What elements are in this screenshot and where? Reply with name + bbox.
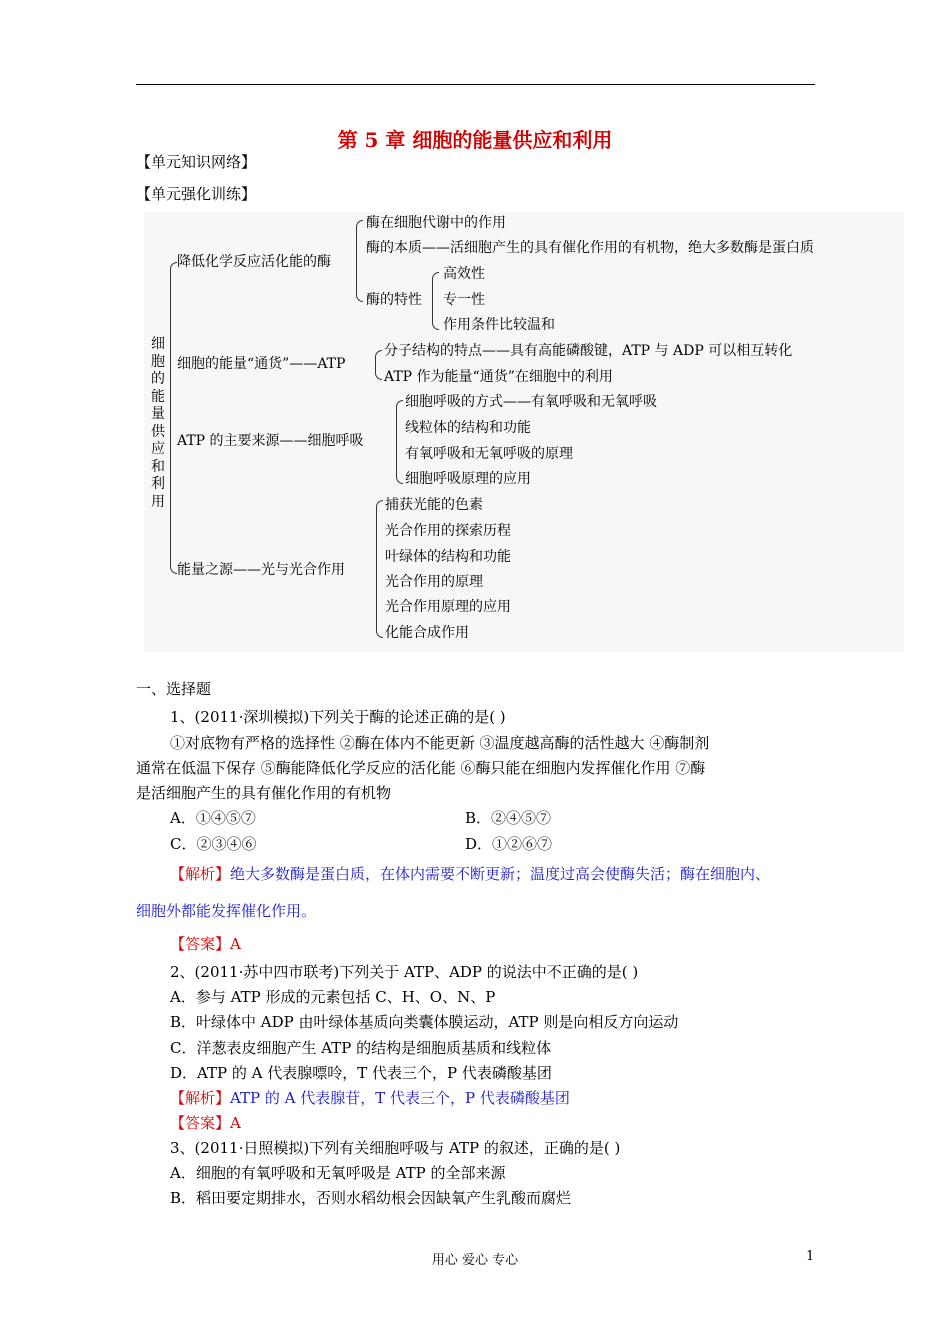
q1-option-a: A．①④⑤⑦ <box>170 809 256 827</box>
q1-option-c: C．②③④⑥ <box>170 835 257 853</box>
root-brace <box>170 262 177 574</box>
b3-item: 细胞呼吸原理的应用 <box>405 471 531 487</box>
analysis-text: ATP 的 A 代表腺苷，T 代表三个，P 代表磷酸基团 <box>230 1089 570 1107</box>
heading-knowledge-network: 【单元知识网络】 <box>136 153 257 171</box>
q2-option-a: A．参与 ATP 形成的元素包括 C、H、O、N、P <box>170 988 496 1006</box>
section-heading: 一、选择题 <box>136 680 212 698</box>
network-root: 细 胞 的 能 量 供 应 和 利 用 <box>151 336 165 510</box>
b1-sub-label: 酶的特性 <box>366 292 422 308</box>
q2-option-b: B．叶绿体中 ADP 由叶绿体基质向类囊体膜运动，ATP 则是向相反方向运动 <box>170 1013 679 1031</box>
page-footer: 用心 爱心 专心 <box>431 1253 519 1268</box>
q3-stem: 3、(2011·日照模拟)下列有关细胞呼吸与 ATP 的叙述，正确的是( ) <box>170 1139 621 1157</box>
q1-text: ①对底物有严格的选择性 ②酶在体内不能更新 ③温度越高酶的活性越大 ④酶制剂 <box>170 734 710 752</box>
q1-analysis-cont: 细胞外都能发挥催化作用。 <box>136 902 317 920</box>
b3-label: ATP 的主要来源——细胞呼吸 <box>177 433 364 449</box>
b1-sub-item: 高效性 <box>443 266 485 282</box>
b4-item: 光合作用的探索历程 <box>385 523 511 539</box>
b1-brace <box>356 220 363 302</box>
b4-item: 叶绿体的结构和功能 <box>385 549 511 565</box>
b2-item: ATP 作为能量“通货”在细胞中的利用 <box>384 369 613 385</box>
b1-sub-item: 作用条件比较温和 <box>443 317 555 333</box>
q1-text: 通常在低温下保存 ⑤酶能降低化学反应的活化能 ⑥酶只能在细胞内发挥催化作用 ⑦酶 <box>136 759 706 777</box>
q1-stem: 1、(2011·深圳模拟)下列关于酶的论述正确的是( ) <box>170 708 506 726</box>
b1-item: 酶在细胞代谢中的作用 <box>366 215 506 231</box>
b3-item: 有氧呼吸和无氧呼吸的原理 <box>405 446 573 462</box>
b2-label: 细胞的能量“通货”——ATP <box>177 356 346 372</box>
header-rule <box>136 84 815 85</box>
q1-answer: 【答案】A <box>170 935 241 953</box>
q1-option-b: B．②④⑤⑦ <box>465 809 552 827</box>
q3-option-b: B．稻田要定期排水，否则水稻幼根会因缺氧产生乳酸而腐烂 <box>170 1189 572 1207</box>
q2-option-d: D．ATP 的 A 代表腺嘌呤，T 代表三个，P 代表磷酸基团 <box>170 1064 552 1082</box>
b4-item: 化能合成作用 <box>385 625 469 641</box>
b4-label: 能量之源——光与光合作用 <box>177 562 345 578</box>
analysis-text: 绝大多数酶是蛋白质，在体内需要不断更新；温度过高会使酶失活；酶在细胞内、 <box>230 865 771 883</box>
analysis-tag: 【解析】 <box>170 1089 231 1107</box>
b1-item: 酶的本质——活细胞产生的具有催化作用的有机物，绝大多数酶是蛋白质 <box>366 240 814 256</box>
b1-sub-brace <box>432 272 439 330</box>
b2-item: 分子结构的特点——具有高能磷酸键，ATP 与 ADP 可以相互转化 <box>384 343 793 359</box>
q2-answer: 【答案】A <box>170 1114 241 1132</box>
b3-item: 线粒体的结构和功能 <box>405 420 531 436</box>
q1-option-d: D．①②⑥⑦ <box>465 835 553 853</box>
heading-training: 【单元强化训练】 <box>136 185 257 203</box>
b2-brace <box>375 350 382 380</box>
q2-stem: 2、(2011·苏中四市联考)下列关于 ATP、ADP 的说法中不正确的是( ) <box>170 963 639 981</box>
b1-label: 降低化学反应活化能的酶 <box>177 254 331 270</box>
b4-brace <box>376 500 383 638</box>
b4-item: 光合作用原理的应用 <box>385 599 511 615</box>
q2-option-c: C．洋葱表皮细胞产生 ATP 的结构是细胞质基质和线粒体 <box>170 1039 552 1057</box>
q1-analysis <box>170 864 770 884</box>
page-number: 1 <box>806 1249 815 1264</box>
q1-text: 是活细胞产生的具有催化作用的有机物 <box>136 784 392 802</box>
q3-option-a: A．细胞的有氧呼吸和无氧呼吸是 ATP 的全部来源 <box>170 1164 506 1182</box>
b4-item: 光合作用的原理 <box>385 574 483 590</box>
b4-item: 捕获光能的色素 <box>385 497 483 513</box>
b1-sub-item: 专一性 <box>443 292 485 308</box>
b3-item: 细胞呼吸的方式——有氧呼吸和无氧呼吸 <box>405 394 657 410</box>
b3-brace <box>396 400 403 484</box>
analysis-tag: 【解析】 <box>170 865 231 883</box>
chapter-title: 第 5 章 细胞的能量供应和利用 <box>337 128 613 152</box>
q2-analysis <box>170 1088 570 1108</box>
